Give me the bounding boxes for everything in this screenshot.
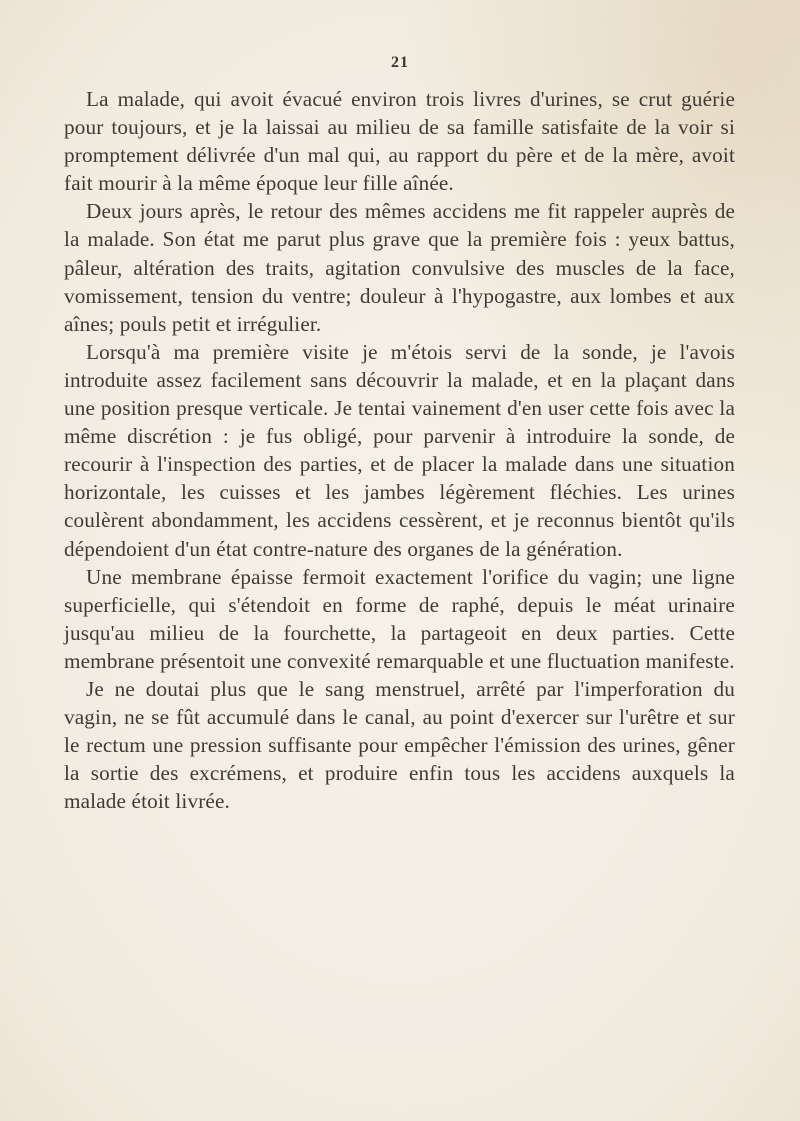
paragraph-1: La malade, qui avoit évacué environ trois livres d'urines, se crut guérie pour toujours, et je la laissai au milieu de sa famille satisfaite de la voir si promptement délivrée d'un mal qui, au rapport du père et de la mère, avoit fait mourir à la même époque leur fille aînée.	[64, 87, 735, 196]
page-number: 21	[391, 54, 409, 71]
paragraph-5: Je ne doutai plus que le sang menstruel, arrêté par l'imperforation du vagin, ne se fût accumulé dans le canal, au point d'exercer sur l'urêtre et sur le rectum une pression suffisante pour empêcher l'émission des urines, gêner la sortie des excrémens, et produire enfin tous les accidens auxquels la malade étoit livrée.	[64, 676, 735, 814]
paragraph-4: Une membrane épaisse fermoit exactement l'orifice du vagin; une ligne superficielle, qui s'étendoit en forme de raphé, depuis le méat urinaire jusqu'au milieu de la fourchette, la partageoit en deux parties. Cette membrane présentoit une convexité remarquable et une fluctuation manifeste.	[64, 564, 735, 673]
body-text	[64, 85, 735, 815]
paragraph-3: Lorsqu'à ma première visite je m'étois servi de la sonde, je l'avois introduite assez facilement sans découvrir la malade, et en la plaçant dans une position presque verticale. Je tentai vainement d'en user cette fois avec la même discrétion : je fus obligé, pour parvenir à introduire la sonde, de recourir à l'inspection des parties, et de placer la malade dans une situation horizontale, les cuisses et les jambes légèrement fléchies. Les urines coulèrent abondamment, les accidens cessèrent, et je reconnus bientôt qu'ils dépendoient d'un état contre-nature des organes de la génération.	[64, 339, 735, 561]
paragraph-2: Deux jours après, le retour des mêmes accidens me fit rappeler auprès de la malade. Son état me parut plus grave que la première fois : yeux battus, pâleur, altération des traits, agitation convulsive des muscles de la face, vomissement, tension du ventre; douleur à l'hypogastre, aux lombes et aux aînes; pouls petit et irrégulier.	[64, 199, 735, 336]
